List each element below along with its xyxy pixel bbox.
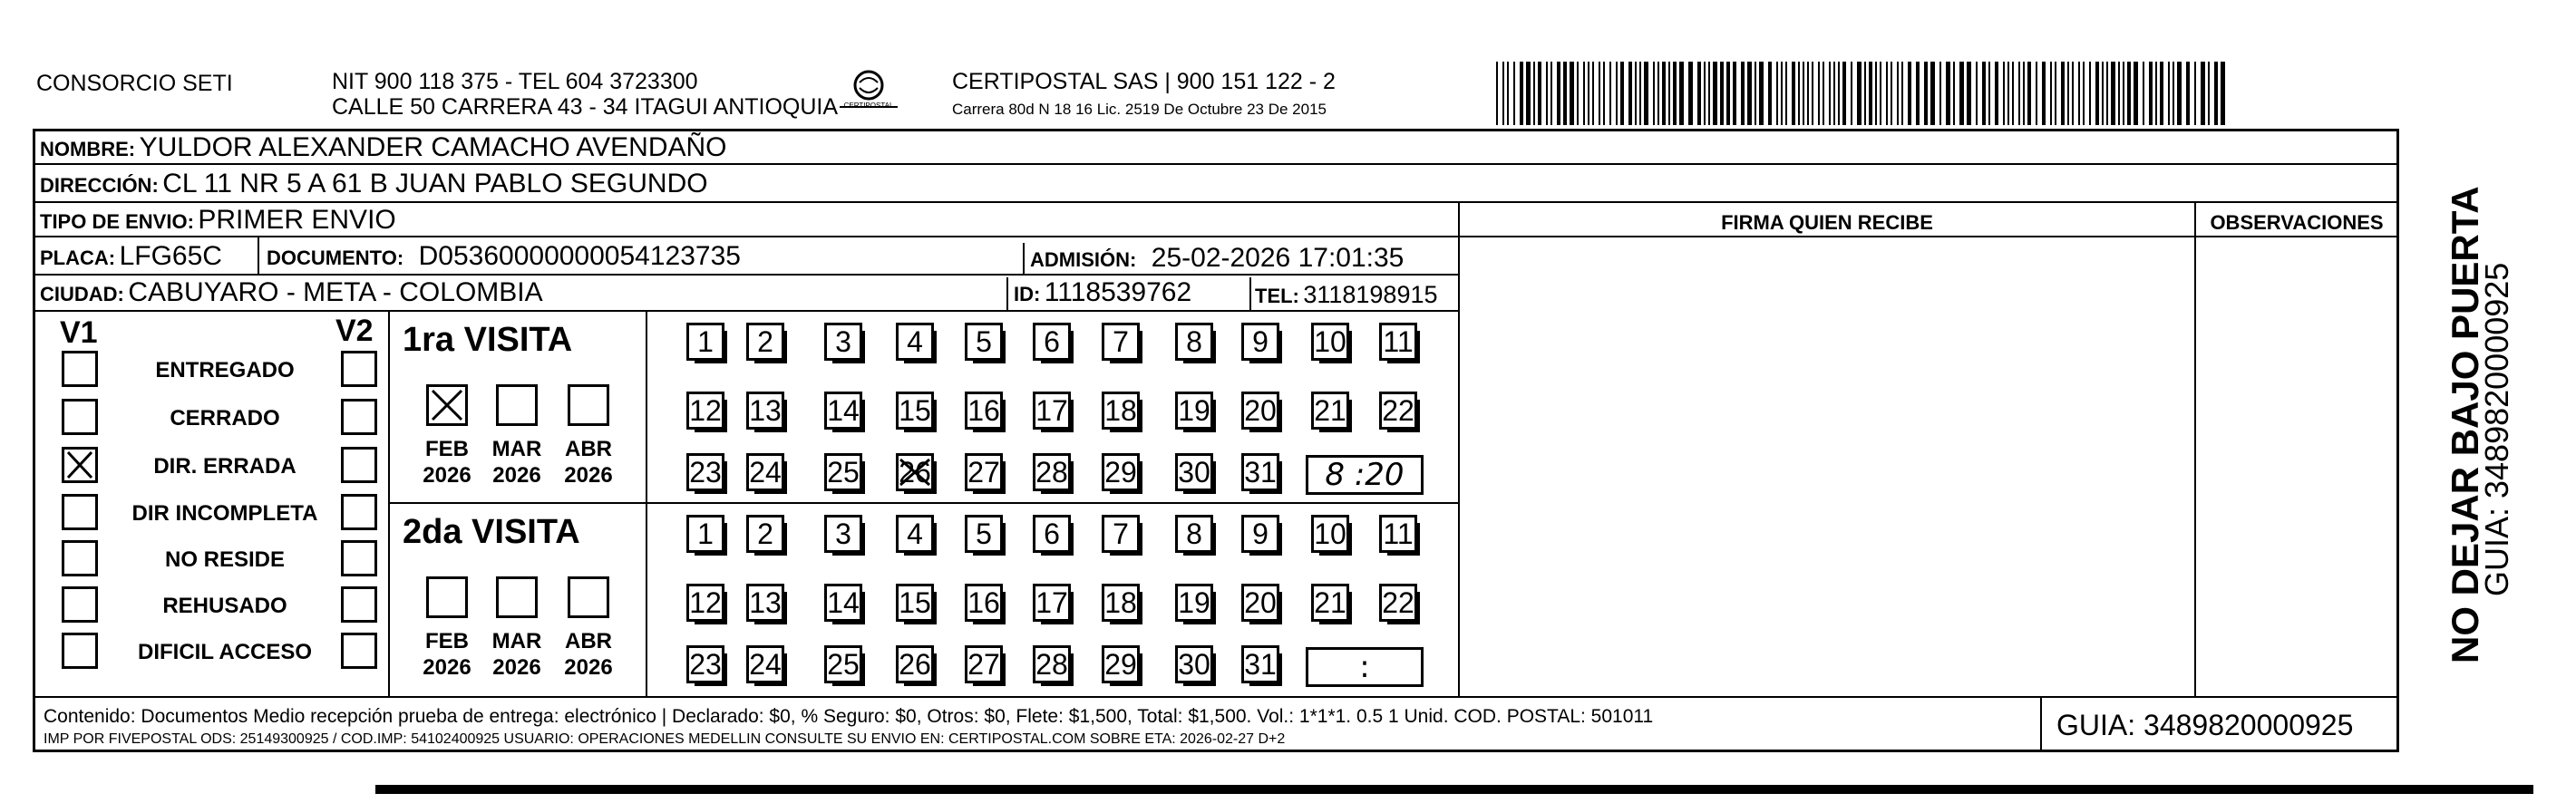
day-number: 27 (967, 455, 1000, 489)
v2-checkbox[interactable] (341, 351, 377, 387)
day-number: 15 (899, 585, 931, 619)
v2-label: V2 (335, 314, 374, 348)
v1-label: V1 (60, 315, 98, 350)
month-label: MAR 2026 (491, 629, 542, 680)
visit-title: 2da VISITA (403, 513, 580, 551)
day-box[interactable] (824, 392, 862, 430)
day-box[interactable] (1102, 515, 1140, 553)
month-label: MAR 2026 (491, 437, 542, 488)
day-box[interactable] (1241, 453, 1279, 491)
day-box[interactable] (1102, 645, 1140, 683)
day-box[interactable] (1241, 323, 1279, 361)
day-number: 5 (976, 517, 992, 550)
day-box[interactable] (1241, 645, 1279, 683)
day-box[interactable] (686, 323, 724, 361)
ciudad-field: CIUDAD: CABUYARO - META - COLOMBIA (40, 277, 543, 307)
day-number: 4 (907, 324, 923, 358)
day-box[interactable] (1241, 515, 1279, 553)
day-number: 19 (1178, 585, 1210, 619)
day-number: 25 (827, 647, 860, 681)
day-box[interactable] (824, 515, 862, 553)
month-label: FEB 2026 (423, 629, 471, 680)
day-number: 1 (697, 324, 714, 358)
day-number: 14 (827, 585, 860, 619)
nombre-field: NOMBRE: YULDOR ALEXANDER CAMACHO AVENDAÑO (40, 132, 727, 162)
day-number: 29 (1104, 455, 1137, 489)
day-box[interactable] (965, 323, 1003, 361)
day-number: 22 (1382, 585, 1414, 619)
day-number: 26 (899, 455, 931, 489)
status-label: ENTREGADO (155, 358, 295, 382)
day-number: 8 (1186, 517, 1202, 550)
day-box[interactable] (1311, 515, 1349, 553)
day-number: 10 (1314, 324, 1346, 358)
day-box[interactable] (824, 323, 862, 361)
day-number: 12 (689, 585, 722, 619)
day-box[interactable] (1175, 645, 1213, 683)
day-box[interactable] (686, 515, 724, 553)
day-number: 12 (689, 393, 722, 427)
day-box[interactable] (1379, 584, 1417, 622)
day-number: 27 (967, 647, 1000, 681)
day-box[interactable] (746, 323, 784, 361)
day-number: 4 (907, 517, 923, 550)
day-number: 22 (1382, 393, 1414, 427)
v2-checkbox[interactable] (341, 447, 377, 483)
status-label: DIFICIL ACCESO (137, 640, 312, 664)
day-box[interactable] (1033, 515, 1071, 553)
day-box[interactable] (1033, 584, 1071, 622)
day-box[interactable] (896, 323, 934, 361)
day-box[interactable] (1102, 453, 1140, 491)
v1-checkbox[interactable] (62, 586, 98, 623)
address-line: CALLE 50 CARRERA 43 - 34 ITAGUI ANTIOQUIA (332, 94, 839, 120)
status-label: DIR INCOMPLETA (131, 501, 318, 526)
v1-checkbox[interactable] (62, 494, 98, 530)
day-number: 20 (1244, 585, 1277, 619)
day-number: 15 (899, 393, 931, 427)
month-checkbox[interactable] (568, 384, 609, 426)
day-box[interactable] (965, 584, 1003, 622)
day-box[interactable] (896, 645, 934, 683)
nit-line: NIT 900 118 375 - TEL 604 3723300 (332, 69, 698, 94)
day-number: 11 (1383, 324, 1414, 358)
visit-title: 1ra VISITA (403, 321, 573, 359)
month-checkbox[interactable] (426, 384, 468, 426)
day-box[interactable] (1379, 392, 1417, 430)
day-box[interactable] (965, 453, 1003, 491)
day-number: 6 (1044, 324, 1060, 358)
day-number: 17 (1035, 393, 1068, 427)
day-box[interactable] (1033, 323, 1071, 361)
day-box[interactable] (1175, 453, 1213, 491)
company-name: CONSORCIO SETI (36, 71, 233, 96)
day-number: 16 (967, 393, 1000, 427)
observaciones-header: OBSERVACIONES (2210, 211, 2384, 234)
day-number: 9 (1252, 517, 1269, 550)
day-number: 7 (1113, 324, 1129, 358)
day-number: 11 (1383, 517, 1414, 550)
side-warning: NO DEJAR BAJO PUERTA (2444, 186, 2486, 663)
day-number: 30 (1178, 647, 1210, 681)
status-label: REHUSADO (162, 594, 287, 618)
time-value: 8 :20 (1325, 457, 1405, 493)
month-checkbox[interactable] (496, 576, 538, 618)
month-label: ABR 2026 (564, 629, 613, 680)
day-box[interactable] (896, 584, 934, 622)
day-number: 7 (1113, 517, 1129, 550)
day-box[interactable] (1033, 392, 1071, 430)
day-box[interactable] (896, 453, 934, 491)
day-box[interactable] (1175, 392, 1213, 430)
day-box[interactable] (746, 453, 784, 491)
day-number: 31 (1244, 455, 1277, 489)
placa-field: PLACA: LFG65C (40, 241, 222, 271)
logo-text: CERTIPOSTAL (843, 102, 894, 110)
v2-checkbox[interactable] (341, 586, 377, 623)
day-number: 5 (976, 324, 992, 358)
day-box[interactable] (965, 515, 1003, 553)
tipo-envio-field: TIPO DE ENVIO: PRIMER ENVIO (40, 205, 396, 235)
day-number: 10 (1314, 517, 1346, 550)
day-number: 23 (689, 647, 722, 681)
day-box[interactable] (1175, 515, 1213, 553)
day-number: 2 (757, 517, 773, 550)
documento-field: DOCUMENTO: D05360000000054123735 (267, 241, 741, 271)
day-number: 3 (835, 517, 851, 550)
day-box[interactable] (1311, 323, 1349, 361)
v1-checkbox[interactable] (62, 399, 98, 435)
day-number: 26 (899, 647, 931, 681)
day-number: 24 (749, 647, 782, 681)
status-label: CERRADO (170, 406, 280, 431)
certipostal-line1: CERTIPOSTAL SAS | 900 151 122 - 2 (952, 69, 1336, 94)
day-number: 19 (1178, 393, 1210, 427)
day-box[interactable] (1102, 392, 1140, 430)
status-label: NO RESIDE (164, 547, 286, 572)
day-number: 21 (1314, 585, 1346, 619)
status-label: DIR. ERRADA (153, 454, 296, 479)
day-number: 1 (697, 517, 714, 550)
day-box[interactable] (1379, 323, 1417, 361)
direccion-field: DIRECCIÓN: CL 11 NR 5 A 61 B JUAN PABLO SEGUNDO (40, 169, 708, 198)
v1-checkbox[interactable] (62, 351, 98, 387)
day-box[interactable] (686, 392, 724, 430)
day-number: 13 (749, 585, 782, 619)
month-checkbox[interactable] (568, 576, 609, 618)
v2-checkbox[interactable] (341, 540, 377, 576)
day-number: 30 (1178, 455, 1210, 489)
day-box[interactable] (1102, 584, 1140, 622)
day-number: 13 (749, 393, 782, 427)
month-label: ABR 2026 (564, 437, 613, 488)
day-number: 3 (835, 324, 851, 358)
day-box[interactable] (746, 645, 784, 683)
month-label: FEB 2026 (423, 437, 471, 488)
day-number: 21 (1314, 393, 1346, 427)
day-box[interactable] (965, 645, 1003, 683)
time-field[interactable] (1306, 455, 1424, 495)
day-box[interactable] (896, 515, 934, 553)
v1-checkbox[interactable] (62, 540, 98, 576)
v1-checkbox[interactable] (62, 633, 98, 669)
day-box[interactable] (686, 645, 724, 683)
day-box[interactable] (965, 392, 1003, 430)
day-box[interactable] (1175, 584, 1213, 622)
firma-header: FIRMA QUIEN RECIBE (1721, 211, 1933, 234)
v2-checkbox[interactable] (341, 633, 377, 669)
day-number: 28 (1035, 647, 1068, 681)
barcode (1496, 62, 2231, 125)
day-box[interactable] (686, 453, 724, 491)
bottom-rule (375, 785, 2533, 794)
day-number: 18 (1104, 393, 1137, 427)
day-number: 9 (1252, 324, 1269, 358)
day-box[interactable] (1241, 392, 1279, 430)
day-box[interactable] (1175, 323, 1213, 361)
tel-field: TEL: 3118198915 (1255, 281, 1438, 308)
day-box[interactable] (1311, 392, 1349, 430)
day-box[interactable] (746, 515, 784, 553)
day-number: 6 (1044, 517, 1060, 550)
day-box[interactable] (896, 392, 934, 430)
day-box[interactable] (824, 645, 862, 683)
day-number: 28 (1035, 455, 1068, 489)
day-box[interactable] (1311, 584, 1349, 622)
day-number: 25 (827, 455, 860, 489)
day-box[interactable] (824, 584, 862, 622)
footer-guia: GUIA: 3489820000925 (2056, 709, 2354, 741)
certipostal-line2: Carrera 80d N 18 16 Lic. 2519 De Octubre 23 De 2015 (952, 101, 1327, 118)
day-box[interactable] (1379, 515, 1417, 553)
day-box[interactable] (1033, 645, 1071, 683)
day-number: 31 (1244, 647, 1277, 681)
admision-field: ADMISIÓN: 25-02-2026 17:01:35 (1030, 243, 1405, 273)
day-number: 2 (757, 324, 773, 358)
day-number: 24 (749, 455, 782, 489)
day-box[interactable] (686, 584, 724, 622)
day-box[interactable] (746, 392, 784, 430)
day-box[interactable] (1241, 584, 1279, 622)
month-checkbox[interactable] (426, 576, 468, 618)
footer-line2: IMP POR FIVEPOSTAL ODS: 25149300925 / COD.IMP: 54102400925 USUARIO: OPERACIONES MEDELLIN CONSULTE SU ENVIO EN: CERTIPOSTAL.COM SOBRE ETA: 2026-02-27 D+2 (44, 731, 1286, 747)
month-checkbox[interactable] (496, 384, 538, 426)
v1-checkbox[interactable] (62, 447, 98, 483)
v2-checkbox[interactable] (341, 399, 377, 435)
day-number: 23 (689, 455, 722, 489)
day-box[interactable] (1033, 453, 1071, 491)
certipostal-logo-icon (832, 69, 905, 114)
v2-checkbox[interactable] (341, 494, 377, 530)
day-number: 14 (827, 393, 860, 427)
time-field[interactable] (1306, 647, 1424, 687)
side-guia: GUIA: 3489820000925 (2478, 262, 2515, 596)
day-box[interactable] (1102, 323, 1140, 361)
day-number: 20 (1244, 393, 1277, 427)
day-box[interactable] (746, 584, 784, 622)
day-number: 16 (967, 585, 1000, 619)
day-box[interactable] (824, 453, 862, 491)
time-value: : (1359, 649, 1370, 685)
day-number: 29 (1104, 647, 1137, 681)
footer-line1: Contenido: Documentos Medio recepción prueba de entrega: electrónico | Declarado: $0, % Seguro: $0, Otros: $0, Flete: $1,500, Total: $1,500. Vol.: 1*1*1. 0.5 1 Unid. COD. POSTAL: 501011 (44, 706, 1654, 727)
day-number: 17 (1035, 585, 1068, 619)
day-strike-icon (899, 456, 931, 489)
id-field: ID: 1118539762 (1014, 277, 1192, 307)
day-number: 18 (1104, 585, 1137, 619)
day-number: 8 (1186, 324, 1202, 358)
